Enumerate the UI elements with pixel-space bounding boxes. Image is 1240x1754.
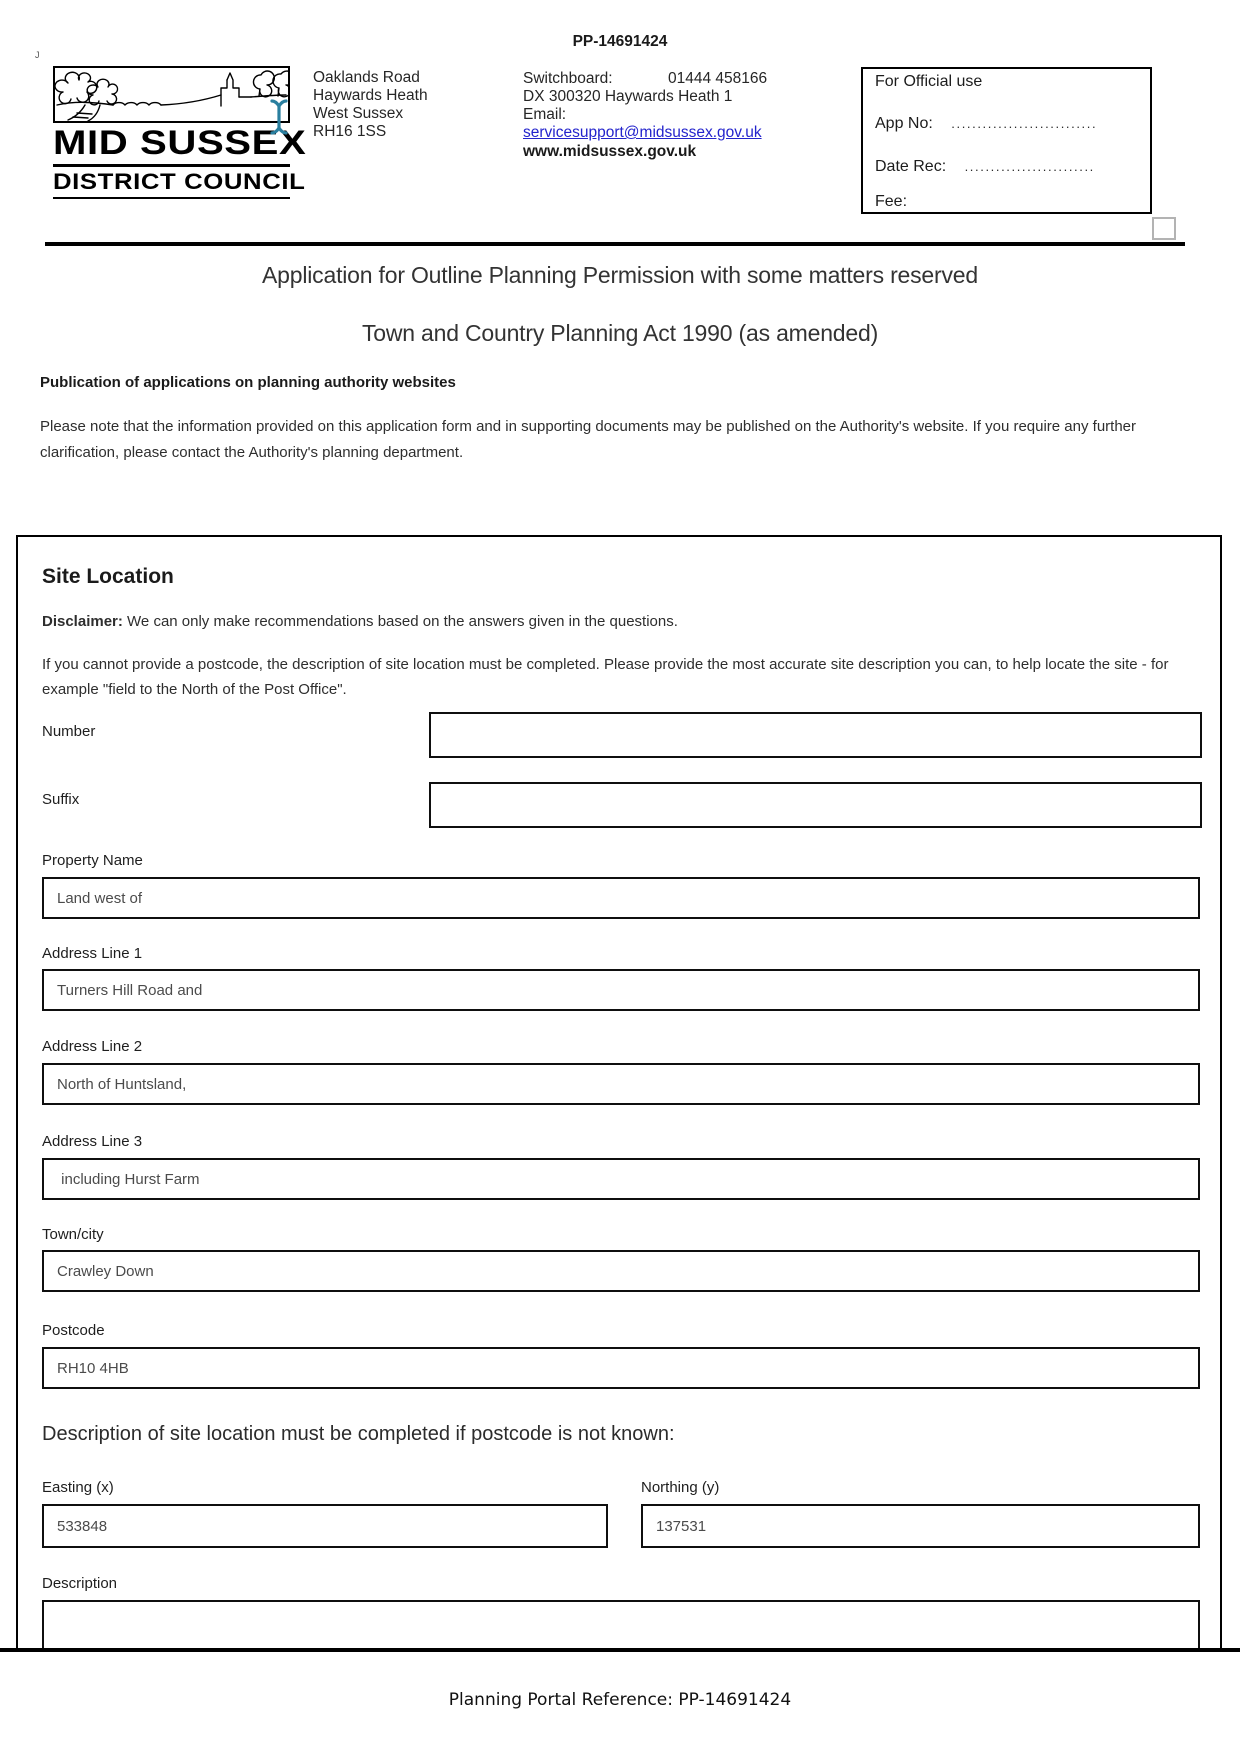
address-line-2-input[interactable] (42, 1063, 1200, 1105)
address-line-3-input[interactable] (42, 1158, 1200, 1200)
address-line-1-label: Address Line 1 (42, 945, 143, 962)
section-intro: If you cannot provide a postcode, the description of site location must be completed. Please provide the most accurate site description you can, to help locate the site - for example "field to the North of the Post Office". (42, 656, 1169, 698)
address-line: RH16 1SS (313, 123, 387, 140)
date-rec-label: Date Rec: (875, 158, 947, 175)
suffix-input[interactable] (429, 782, 1202, 828)
number-label: Number (42, 723, 96, 740)
northing-label: Northing (y) (641, 1479, 720, 1496)
address-line: Haywards Heath (313, 87, 428, 104)
council-logo (53, 66, 307, 199)
switchboard-row (523, 70, 767, 88)
address-line-3-label: Address Line 3 (42, 1133, 143, 1150)
pp-reference: PP-14691424 (572, 33, 668, 50)
disclaimer (42, 609, 678, 634)
app-no-label: App No: (875, 115, 933, 132)
form-title: Application for Outline Planning Permission with some matters reserved (262, 262, 978, 288)
logo-landscape-frame (53, 66, 290, 123)
suffix-label: Suffix (42, 791, 80, 808)
property-name-input[interactable] (42, 877, 1200, 919)
address-line: West Sussex (313, 105, 404, 122)
northing-input[interactable] (641, 1504, 1200, 1548)
official-use-title: For Official use (875, 73, 983, 90)
app-no-row (875, 115, 1097, 133)
date-rec-row (875, 158, 1095, 176)
description-heading: Description of site location must be completed if postcode is not known: (42, 1423, 675, 1445)
easting-input[interactable] (42, 1504, 608, 1548)
official-use-box (861, 67, 1152, 214)
dx-line: DX 300320 Haywards Heath 1 (523, 88, 733, 105)
switchboard-label: Switchboard: (523, 70, 613, 87)
disclaimer-text: We can only make recommendations based on the answers given in the questions. (122, 613, 678, 630)
fee-label: Fee: (875, 193, 908, 210)
logo-rule-top (53, 164, 290, 167)
postcode-label: Postcode (42, 1322, 105, 1339)
address-line-1-input[interactable] (42, 969, 1200, 1011)
council-address (313, 69, 428, 141)
website-url: www.midsussex.gov.uk (523, 143, 697, 160)
logo-rule-bottom (53, 197, 290, 200)
disclaimer-label: Disclaimer: (42, 613, 123, 630)
town-city-input[interactable] (42, 1250, 1200, 1292)
publication-note: Please note that the information provided on this application form and in supporting documents may be published on the Authority's website. If you require any further clarification, please contact the Authority's planning department. (40, 418, 1137, 461)
email-link[interactable]: servicesupport@midsussex.gov.uk (523, 124, 762, 141)
page-break-line (0, 1648, 1240, 1652)
address-line: Oaklands Road (313, 69, 420, 86)
number-input[interactable] (429, 712, 1202, 758)
app-no-dotted-line: ............................ (951, 116, 1098, 131)
email-label: Email: (523, 106, 567, 123)
act-title: Town and Country Planning Act 1990 (as amended) (361, 320, 879, 346)
header-divider (45, 242, 1185, 246)
publication-heading: Publication of applications on planning authority websites (40, 374, 456, 391)
planning-portal-reference: Planning Portal Reference: PP-14691424 (448, 1690, 792, 1710)
description-input[interactable] (42, 1600, 1200, 1648)
text-cursor-icon (266, 97, 292, 137)
description-label: Description (42, 1575, 118, 1592)
switchboard-number: 01444 458166 (668, 70, 768, 87)
address-line-2-label: Address Line 2 (42, 1038, 143, 1055)
stray-character: J (35, 50, 40, 60)
postcode-input[interactable] (42, 1347, 1200, 1389)
town-city-label: Town/city (42, 1226, 104, 1243)
date-rec-dotted-line: ......................... (964, 159, 1095, 174)
logo-subtitle: DISTRICT COUNCIL (53, 168, 306, 194)
section-heading: Site Location (42, 565, 174, 588)
official-use-checkbox[interactable] (1152, 217, 1176, 240)
property-name-label: Property Name (42, 852, 143, 869)
easting-label: Easting (x) (42, 1479, 114, 1496)
site-location-section (16, 535, 1222, 1648)
landscape-sketch-icon (55, 68, 288, 121)
logo-title: MID SUSSEX (53, 124, 307, 162)
